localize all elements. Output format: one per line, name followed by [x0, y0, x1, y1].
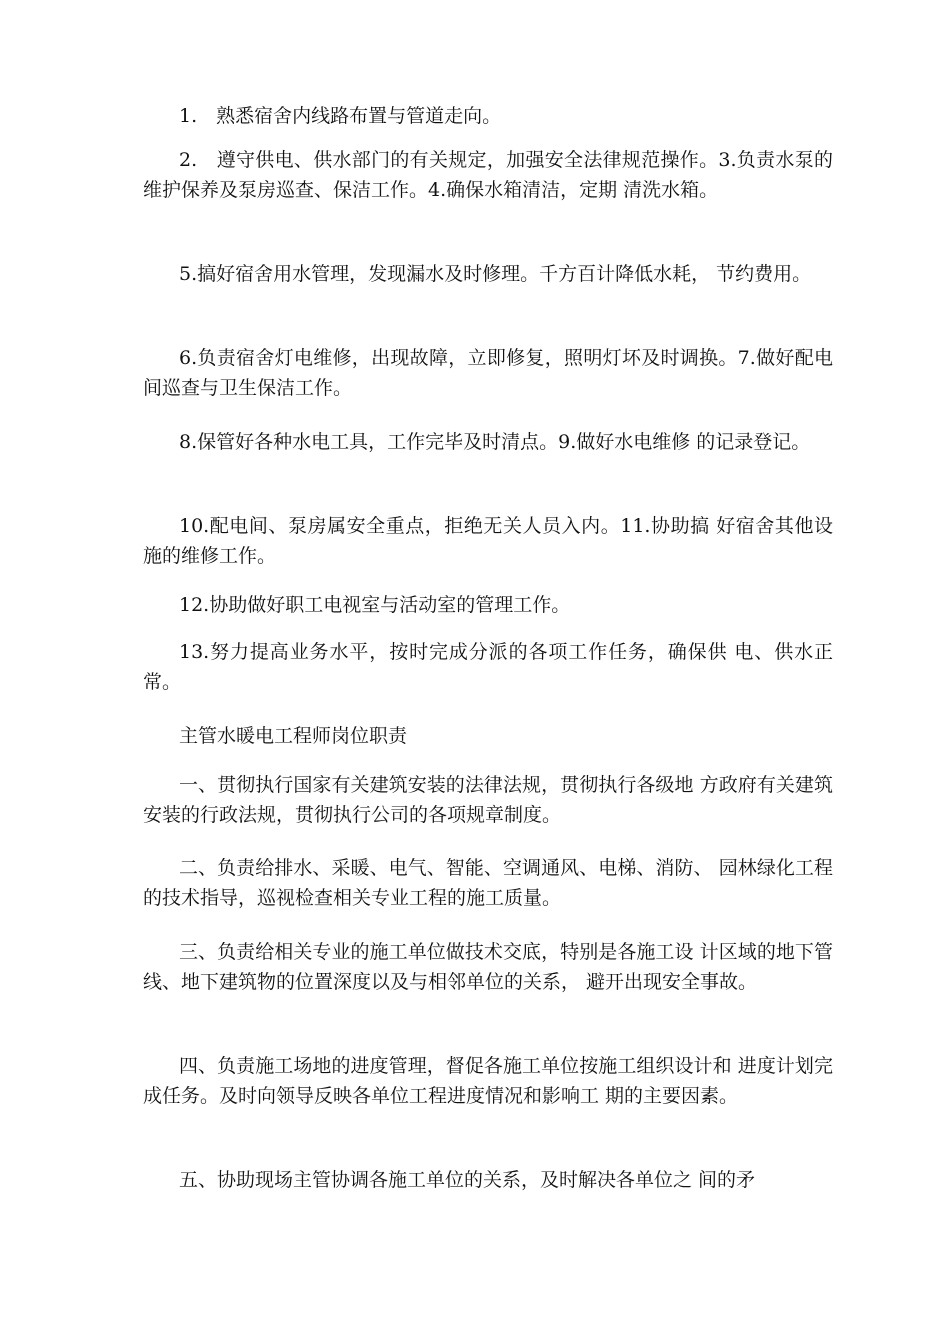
duty-item-1: 一、贯彻执行国家有关建筑安装的法律法规，贯彻执行各级地 方政府有关建筑安装的行政法规，贯彻执行公司的各项规章制度。 [143, 774, 833, 826]
paragraph-item-6-7: 6.负责宿舍灯电维修，出现故障，立即修复，照明灯坏及时调换。7.做好配电间巡查与卫生保洁工作。 [143, 347, 833, 399]
paragraph-item-10-11: 10.配电间、泵房属安全重点，拒绝无关人员入内。11.协助搞 好宿舍其他设施的维修工作。 [143, 515, 833, 567]
duty-item-5: 五、协助现场主管协调各施工单位的关系，及时解决各单位之 间的矛 [179, 1169, 756, 1191]
duty-item-3: 三、负责给相关专业的施工单位做技术交底，特别是各施工设 计区域的地下管线、地下建筑物的位置深度以及与相邻单位的关系， 避开出现安全事故。 [143, 941, 833, 993]
paragraph-item-5: 5.搞好宿舍用水管理，发现漏水及时修理。千方百计降低水耗， 节约费用。 [179, 263, 812, 285]
paragraph-item-13: 13.努力提高业务水平，按时完成分派的各项工作任务，确保供 电、供水正常。 [143, 641, 833, 693]
section-heading: 主管水暖电工程师岗位职责 [179, 725, 408, 747]
paragraph-item-2-3-4: 2. 遵守供电、供水部门的有关规定，加强安全法律规范操作。3.负责水泵的维护保养及泵房巡查、保洁工作。4.确保水箱清洁，定期 清洗水箱。 [143, 149, 833, 201]
paragraph-item-12: 12.协助做好职工电视室与活动室的管理工作。 [179, 594, 571, 616]
paragraph-item-1: 1. 熟悉宿舍内线路布置与管道走向。 [179, 105, 502, 127]
duty-item-4: 四、负责施工场地的进度管理，督促各施工单位按施工组织设计和 进度计划完成任务。及时向领导反映各单位工程进度情况和影响工 期的主要因素。 [143, 1055, 833, 1107]
duty-item-2: 二、负责给排水、采暖、电气、智能、空调通风、电梯、消防、 园林绿化工程的技术指导，巡视检查相关专业工程的施工质量。 [143, 857, 833, 909]
paragraph-item-8-9: 8.保管好各种水电工具，工作完毕及时清点。9.做好水电维修 的记录登记。 [179, 431, 811, 453]
